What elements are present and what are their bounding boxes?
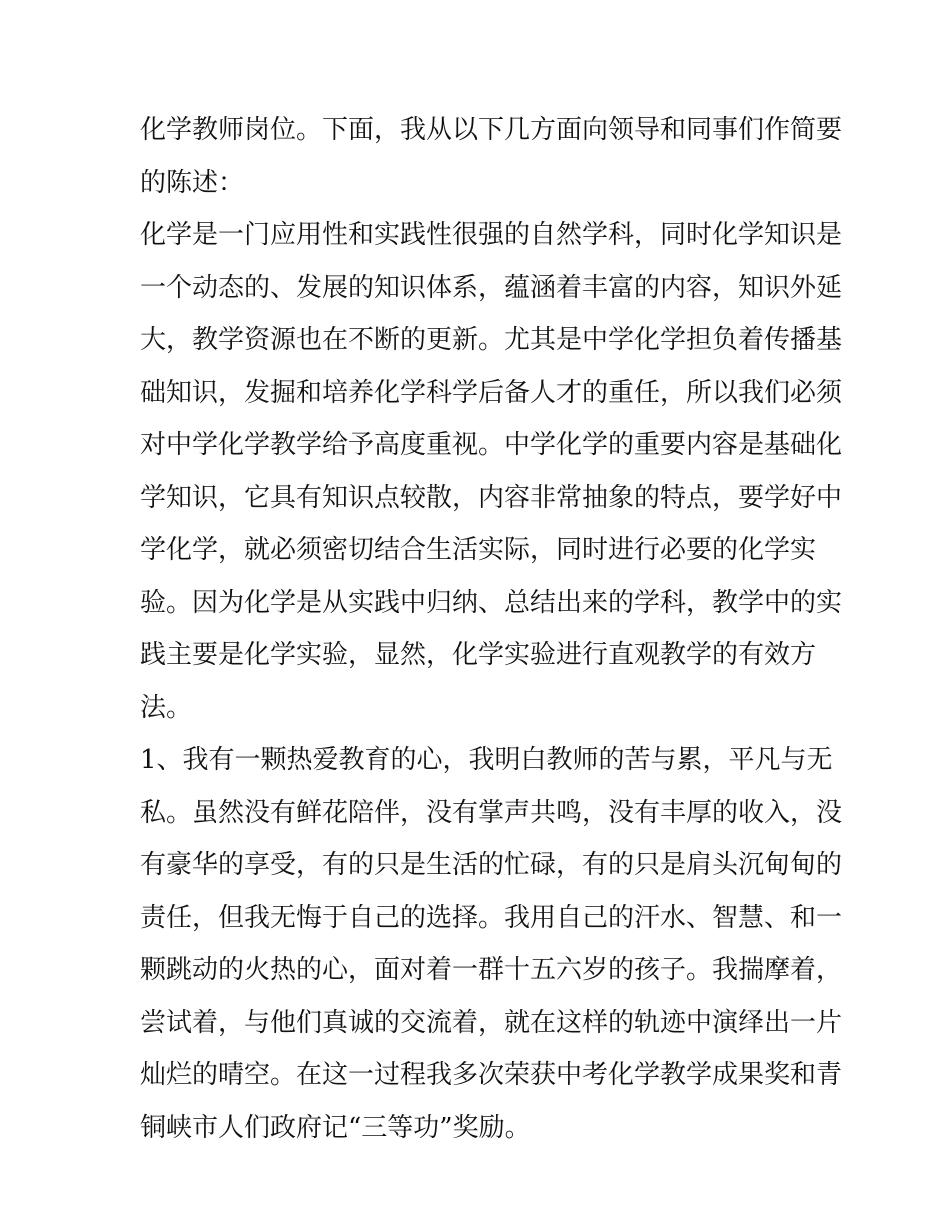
text-line-7: 对中学化学教学给予高度重视。中学化学的重要内容是基础化 — [140, 430, 843, 460]
text-line-5: 大，教学资源也在不断的更新。尤其是中学化学担负着传播基 — [140, 325, 843, 355]
text-line-6: 础知识，发掘和培养化学科学后备人才的重任，所以我们必须 — [140, 377, 843, 408]
text-line-4: 一个动态的、发展的知识体系，蕴涵着丰富的内容，知识外延 — [140, 272, 843, 303]
text-line-16: 责任，但我无悔于自己的选择。我用自己的汗水、智慧、和一 — [140, 902, 843, 933]
text-line-1: 化学教师岗位。下面，我从以下几方面向领导和同事们作简要 — [140, 115, 843, 145]
text-line-18: 尝试着，与他们真诚的交流着，就在这样的轨迹中演绎出一片 — [140, 1007, 843, 1038]
text-line-13: 1、我有一颗热爱教育的心，我明白教师的苦与累，平凡与无 — [140, 745, 833, 775]
text-line-14: 私。虽然没有鲜花陪伴，没有掌声共鸣，没有丰厚的收入，没 — [140, 797, 843, 828]
text-line-3: 化学是一门应用性和实践性很强的自然学科，同时化学知识是 — [140, 220, 843, 250]
text-line-11: 践主要是化学实验，显然，化学实验进行直观教学的有效方 — [140, 640, 817, 670]
text-line-12: 法。 — [140, 692, 193, 723]
text-line-10: 验。因为化学是从实践中归纳、总结出来的学科，教学中的实 — [140, 587, 843, 618]
body-text — [140, 104, 843, 1154]
text-line-20: 铜峡市人们政府记“三等功”奖励。 — [140, 1112, 531, 1143]
text-line-9: 学化学，就必须密切结合生活实际，同时进行必要的化学实 — [140, 535, 817, 565]
text-line-2: 的陈述： — [140, 167, 245, 198]
text-line-19: 灿烂的晴空。在这一过程我多次荣获中考化学教学成果奖和青 — [140, 1060, 843, 1090]
text-line-17: 颗跳动的火热的心，面对着一群十五六岁的孩子。我揣摩着， — [140, 955, 843, 985]
text-line-15: 有豪华的享受，有的只是生活的忙碌，有的只是肩头沉甸甸的 — [140, 850, 843, 880]
text-line-8: 学知识，它具有知识点较散，内容非常抽象的特点，要学好中 — [140, 482, 843, 513]
